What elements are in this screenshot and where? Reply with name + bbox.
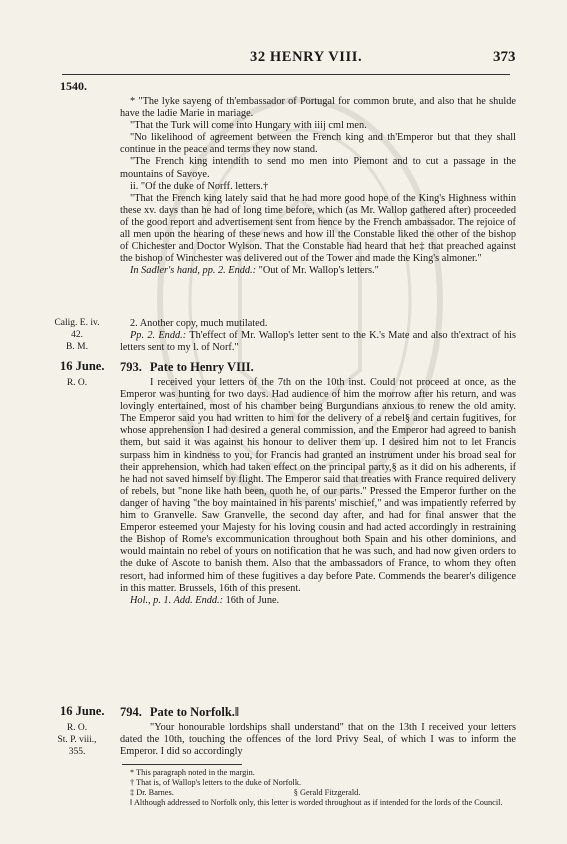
entry-794-ref-page: 355. (68, 747, 86, 757)
entry-794-date: 16 June. (60, 704, 105, 718)
footnote: ‖ Although addressed to Norfolk only, this letter is worded throughout as if intended for the lords of the Council. (130, 798, 503, 807)
copy-note (120, 318, 516, 354)
footnote: † That is, of Wallop's letters to the duke of Norfolk. (130, 778, 302, 787)
entry-793-source: R. O. (66, 378, 88, 388)
paragraph: "No likelihood of agreement between the French king and th'Emperor but that they shall continue in the peace and terms they now stand. (120, 132, 516, 156)
entry-794-title: Pate to Norfolk.‖ (149, 705, 239, 719)
running-title: 32 HENRY VIII. (250, 49, 363, 65)
margin-year: 1540. (60, 79, 87, 93)
endorsement-italic: In Sadler's hand, pp. 2. Endd.: (130, 265, 257, 277)
entry-793-heading (120, 360, 254, 375)
intro-text (120, 96, 516, 277)
endorsement-italic: Hol., p. 1. Add. Endd.: (130, 594, 224, 606)
entry-794-ref: St. P. viii., (57, 735, 97, 745)
calig-num: 42. (71, 330, 83, 340)
footnote-part: § Gerald Fitzgerald. (293, 788, 361, 797)
endorsement-italic: Pp. 2. Endd.: (130, 330, 187, 342)
footnote-rule (122, 764, 242, 765)
entry-794-heading (120, 705, 239, 720)
endorsement-text: Th'effect of Mr. Wallop's letter sent to the K.'s Mate and also th'extract of his letters sent to my l. of Norf." (120, 330, 517, 354)
header-rule (62, 74, 510, 75)
paragraph: 2. Another copy, much mutilated. (130, 318, 268, 329)
entry-794-source: R. O. (66, 723, 88, 733)
footnotes (122, 768, 514, 808)
running-header (0, 49, 567, 71)
endorsement (120, 595, 516, 607)
calig-lib: B. M. (66, 342, 88, 352)
entry-794-body (120, 722, 516, 758)
entry-793-number: 793. (120, 360, 142, 374)
paragraph: "Your honourable lordships shall understand" that on the 13th I received your letters dated the 10th, touching the offences of the lord Privy Seal, of which I was to inform the Emperor. I did so accordingly (120, 722, 516, 758)
entry-793-title: Pate to Henry VIII. (149, 360, 254, 374)
calig-ref: Calig. E. iv. (54, 318, 100, 328)
footnote-part: ‡ Dr. Barnes. (130, 788, 174, 797)
endorsement-text: "Out of Mr. Wallop's letters." (256, 265, 379, 277)
footnote (122, 788, 514, 798)
entry-793-body (120, 377, 516, 607)
paragraph: "That the French king lately said that he had more good hope of the King's Highness within these xv. days than he had of long time before, which (as Mr. Wallop gathered after) proceeded of the good report and advertisement sent from hence by the French ambassador. The rejoice of all men upon the hearing of these news and how ill the Constable liked the other of the bishop of Chichester and Doctor Wylson. That the Constable had heard that he‡ that preached against the bishop of Winchester was delivered out of the Tower and made the King's almoner." (120, 192, 516, 265)
paragraph: I received your letters of the 7th on the 10th inst. Could not proceed at once, as the Emperor was hunting for two days. Had audience of him the morrow after his return, and was lovingly entertained, most of his chamber being Burgundians anxious to renew the old amity. The Emperor said you had written to him for the delivery of a rebel§ and certain fugitives, for whose apprehension I had desired a general commission, and the Emperor had agreed to banish them, but said it was against his honour to deliver them up. I desired him not to let Francis surpass him in kindness to you, for Francis had granted an instrument under his broad seal for their apprehension, which had taken effect on the principal party,§ as it did on his adherents, if he had not saved himself by flight. The Emperor said that treaties with France required delivery of rebels, but "none like hath been, quoth he, of our parts." Pressed the Emperor further on the danger of having "the boy maintained in his parents' mischief," and was impatiently referred by him to Granvelle. Saw Granvelle, the second day after, and had for final answer that the Emperor esteemed your Majesty for his loving cousin and had acted accordingly in restraining the Bishop of Rome's excommunication throughout both Spain and his other dominions, and would maintain no rebel of yours on notification that he was such, and had now given orders to the duke of Ascote to banish them. Also that the ambassadors of France, to whom they often resort, had informed him of these fugitives a day before Pate. Commends the bearer's diligence in this matter. Brussels, 16th of this present. (120, 377, 516, 594)
paragraph: "The French king intendith to send mo men into Piemont and to cut a passage in the mountains of Savoye. (120, 156, 516, 180)
footnote: * This paragraph noted in the margin. (130, 768, 255, 777)
paragraph: "That the Turk will come into Hungary with iiij cml men. (130, 120, 367, 132)
entry-794-margin (42, 722, 112, 758)
margin-calig (42, 317, 112, 353)
entry-794-number: 794. (120, 705, 142, 719)
paragraph: * "The lyke sayeng of th'embassador of Portugal for common brute, and also that he shulde have the ladie Marie in mariage. (120, 96, 516, 120)
paragraph: ii. "Of the duke of Norff. letters.† (130, 180, 269, 192)
entry-793-date: 16 June. (60, 359, 105, 373)
page-number: 373 (493, 49, 516, 65)
endorsement-text: 16th of June. (223, 594, 280, 606)
endorsement (120, 265, 516, 277)
endorsement (120, 330, 516, 354)
